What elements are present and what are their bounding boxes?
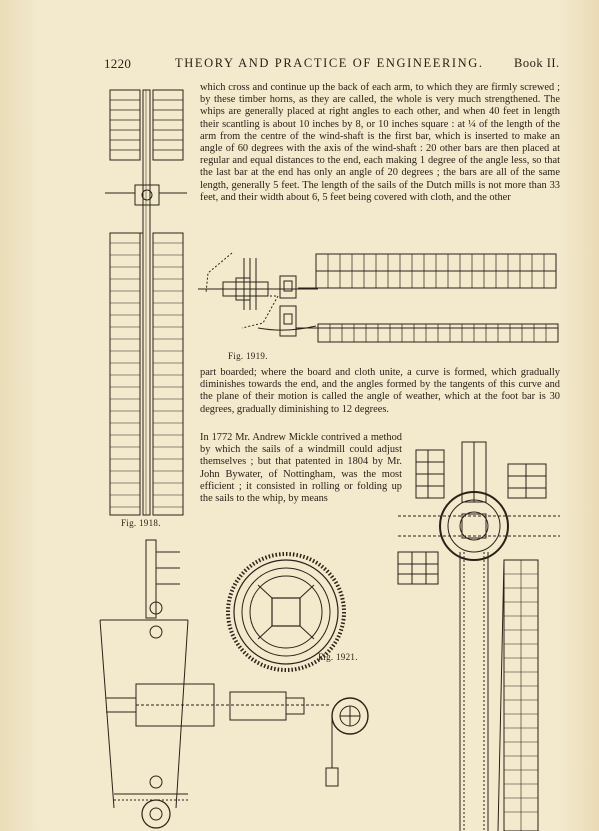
running-header xyxy=(0,56,599,76)
caption-fig-1921: Fig. 1921. xyxy=(318,652,358,662)
page-number: 1220 xyxy=(104,56,132,71)
figure-1919-sail-plan xyxy=(198,248,560,352)
running-title: THEORY AND PRACTICE OF ENGINEERING. xyxy=(175,56,484,70)
figure-1918-sail xyxy=(105,85,195,520)
paragraph-mickle-bywater: In 1772 Mr. Andrew Mickle contrived a method by which the sails of a windmill could adjust themselves ; but that patented in 1804 by Mr. John Bywater, of Nottingham, was the most efficient ; it consisted in rolling or folding up the sails to the whip, by means xyxy=(200,432,402,505)
paragraph-sails-construction: which cross and continue up the back of each arm, to which they are firmly screwed ; by these timber horns, as they are called, the whole is very much strengthened. The whips are generally placed at right angles to each other, and when 40 feet in length their scantling is about 10 inches by 8, or 10 inches square : at ¼ of the length of the arm from the centre of the wind-shaft is the first bar, which is inserted to make an angle of 60 degrees with the axis of the wind-shaft : 20 other bars are then placed at regular and equal distances to the end, each making 1 degree of the angle less, so that the last bar at the end has only an angle of 20 degrees ; the bars are all of the same length, generally 5 feet. The length of the sails of the Dutch mills is not more than 33 feet, and their width about 6, 5 feet being covered with cloth, and the other xyxy=(200,82,560,203)
figure-1920-windmill-cross xyxy=(398,442,560,831)
caption-fig-1919: Fig. 1919. xyxy=(228,351,268,361)
caption-fig-1918: Fig. 1918. xyxy=(121,518,161,528)
book-label: Book II. xyxy=(514,56,560,70)
paragraph-angle-of-weather: part boarded; where the board and cloth unite, a curve is formed, which gradually diminishes towards the end, and the angles formed by the tangents of this curve and the plane of their motion is called the angle of weather, which at the foot bar is 30 degrees, gradually diminishing to 12 degrees. xyxy=(200,367,560,415)
figure-1922-machinery xyxy=(100,538,382,831)
